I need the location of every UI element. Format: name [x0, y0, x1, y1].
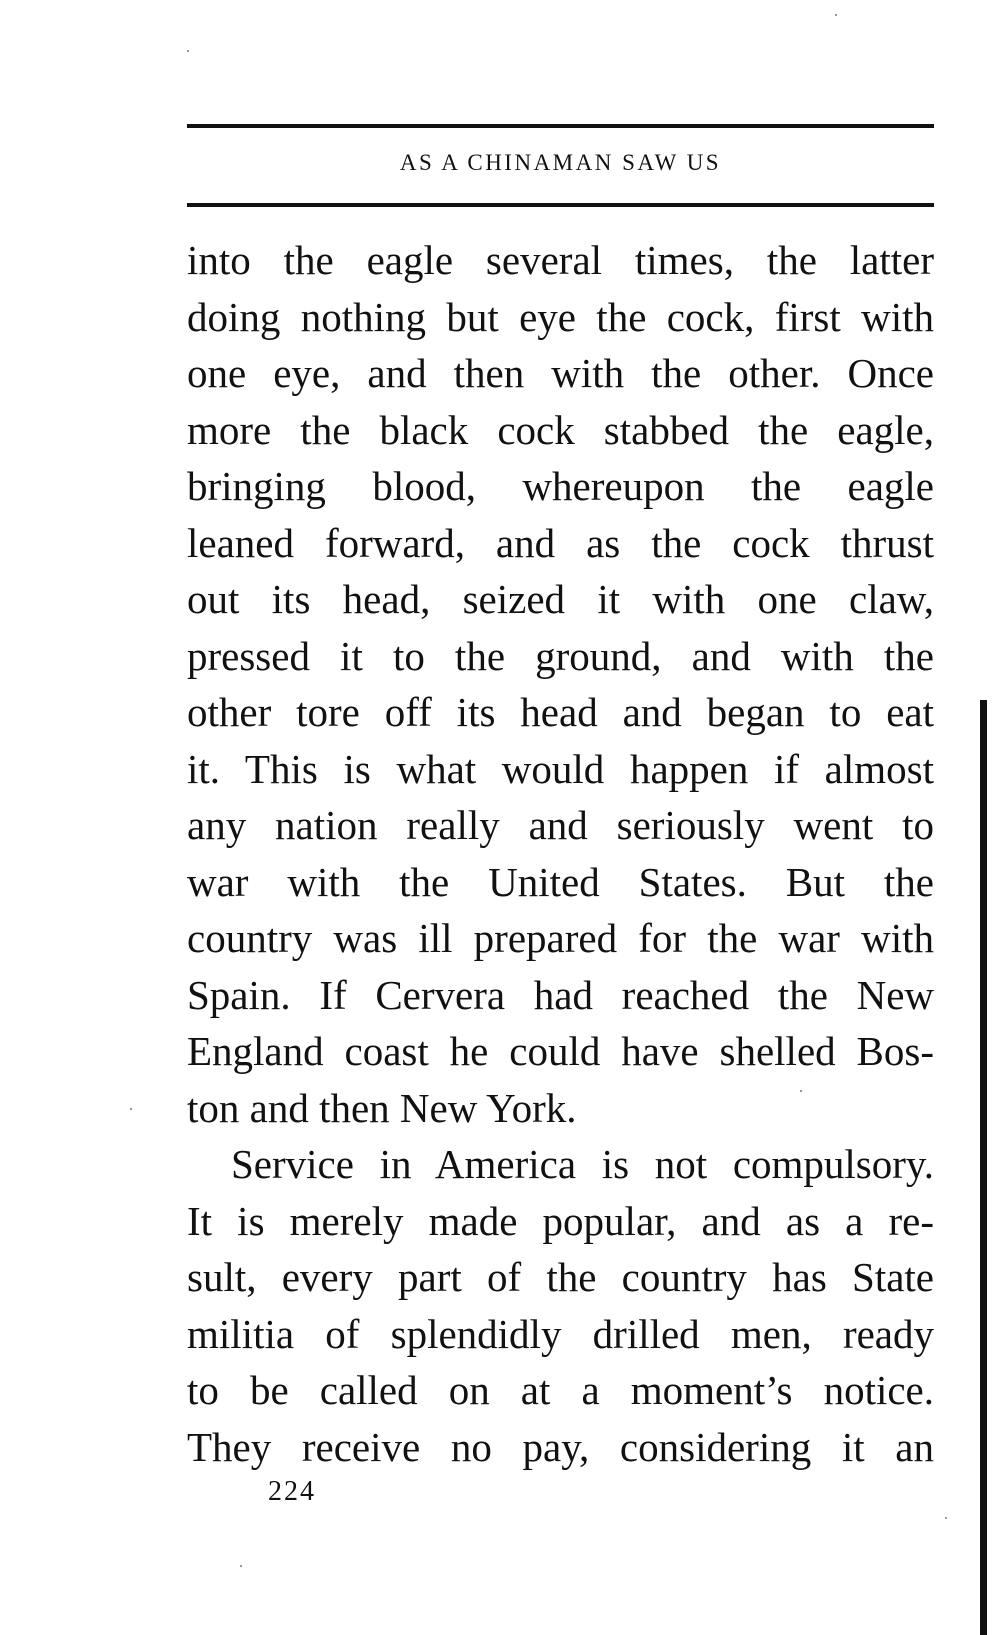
text-line: militia of splendidly drilled men, ready	[187, 1310, 934, 1357]
scan-speck	[835, 14, 837, 16]
page-number: 224	[268, 1476, 316, 1507]
text-line: sult, every part of the country has State	[187, 1254, 934, 1300]
text-line: bringing blood, whereupon the eagle	[187, 463, 934, 509]
text-line: other tore off its head and began to eat	[187, 689, 934, 735]
text-line: out its head, seized it with one claw,	[187, 576, 934, 622]
text-line: England coast he could have shelled Bos-	[187, 1028, 934, 1074]
text-line: doing nothing but eye the cock, first with	[187, 293, 934, 340]
paragraph-1	[187, 232, 934, 1136]
text-line: Spain. If Cervera had reached the New	[187, 971, 934, 1018]
text-line: one eye, and then with the other. Once	[187, 350, 934, 396]
text-line: more the black cock stabbed the eagle,	[187, 406, 934, 453]
text-line: leaned forward, and as the cock thrust	[187, 519, 934, 566]
text-line: any nation really and seriously went to	[187, 802, 934, 848]
scan-speck	[187, 50, 189, 52]
header-rule-top	[187, 124, 934, 128]
text-line: ton and then New York.	[187, 1084, 577, 1131]
paragraph-2	[187, 1136, 934, 1475]
text-line: country was ill prepared for the war with	[187, 915, 934, 961]
text-line: They receive no pay, considering it an	[187, 1423, 934, 1470]
text-line: to be called on at a moment’s notice.	[187, 1367, 934, 1413]
scan-speck	[945, 1517, 947, 1519]
text-line: pressed it to the ground, and with the	[187, 632, 934, 679]
scan-speck	[800, 1090, 802, 1092]
text-line: war with the United States. But the	[187, 858, 934, 905]
scan-speck	[240, 1565, 242, 1567]
text-line: Service in America is not compulsory.	[231, 1141, 934, 1187]
text-line: It is merely made popular, and as a re-	[187, 1197, 934, 1244]
running-head: AS A CHINAMAN SAW US	[399, 150, 722, 175]
body-text	[187, 232, 934, 1475]
text-line: into the eagle several times, the latter	[187, 237, 934, 283]
header-rule-bottom	[187, 203, 934, 207]
text-line: it. This is what would happen if almost	[187, 745, 934, 792]
scan-speck	[130, 1108, 132, 1110]
scan-edge-shadow	[980, 700, 987, 1635]
